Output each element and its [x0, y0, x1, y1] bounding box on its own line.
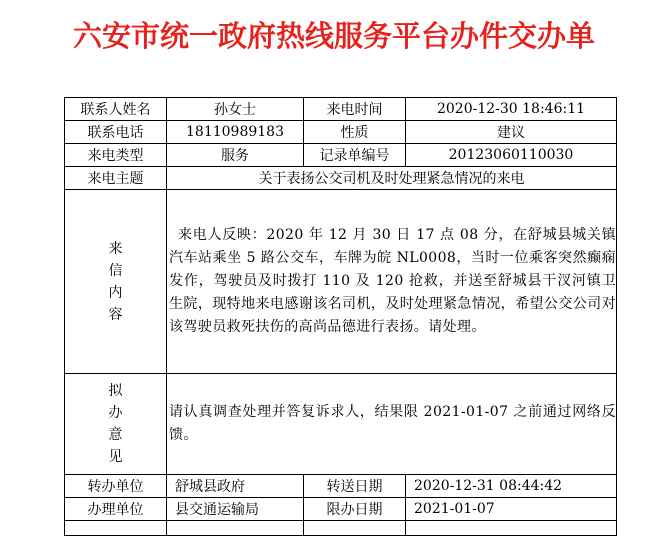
nature-value: 建议: [406, 121, 617, 144]
subject-value: 关于表扬公交司机及时处理紧急情况的来电: [167, 167, 617, 190]
opinion-label: [65, 374, 167, 475]
opinion-text: 请认真调查处理并答复诉求人，结果限 2021-01-07 之前通过网络反馈。: [167, 374, 617, 475]
transfer-date-label: 转送日期: [304, 475, 406, 498]
caller-name-value: 孙女士: [167, 98, 304, 121]
trailing-cell: [406, 521, 617, 536]
content-label: [65, 190, 167, 374]
record-no-label: 记录单编号: [304, 144, 406, 167]
deadline-value: 2021-01-07: [406, 498, 617, 521]
opinion-label-char: 办: [108, 405, 123, 421]
transfer-unit-label: 转办单位: [65, 475, 167, 498]
content-label-char: 信: [108, 262, 123, 279]
call-time-value: 2020-12-30 18:46:11: [406, 98, 617, 121]
row-content: [65, 190, 617, 374]
handover-form-table: [64, 97, 617, 536]
phone-label: 联系电话: [65, 121, 167, 144]
row-call-type: [65, 144, 617, 167]
row-trailing: [65, 521, 617, 536]
transfer-unit-value: 舒城县政府: [167, 475, 304, 498]
record-no-value: 20123060110030: [406, 144, 617, 167]
opinion-label-char: 见: [108, 449, 123, 465]
trailing-cell: [167, 521, 304, 536]
row-handling: [65, 498, 617, 521]
call-type-label: 来电类型: [65, 144, 167, 167]
phone-value: 18110989183: [167, 121, 304, 144]
trailing-cell: [304, 521, 406, 536]
content-label-char: 来: [108, 240, 123, 257]
content-label-char: 容: [108, 306, 123, 323]
handling-unit-label: 办理单位: [65, 498, 167, 521]
row-subject: [65, 167, 617, 190]
caller-name-label: 联系人姓名: [65, 98, 167, 121]
subject-label: 来电主题: [65, 167, 167, 190]
document-title: 六安市统一政府热线服务平台办件交办单: [72, 19, 595, 53]
opinion-label-char: 意: [108, 427, 123, 443]
content-text: 来电人反映：2020 年 12 月 30 日 17 点 08 分，在舒城县城关镇汽车站乘坐 5 路公交车，车牌为皖 NL0008，当时一位乘客突然癫痫发作，驾驶员及时拨打 110 及 120 抢救，并送至舒城县干汊河镇卫生院，现特地来电感谢该名司机，及时处理紧急情况，希望公交公司对该驾驶员救死扶伤的高尚品德进行表扬。请处理。: [167, 190, 617, 374]
row-opinion: [65, 374, 617, 475]
opinion-label-char: 拟: [108, 383, 123, 399]
content-label-char: 内: [108, 284, 123, 301]
call-type-value: 服务: [167, 144, 304, 167]
call-time-label: 来电时间: [304, 98, 406, 121]
deadline-label: 限办日期: [304, 498, 406, 521]
nature-label: 性质: [304, 121, 406, 144]
row-caller: [65, 98, 617, 121]
row-transfer: [65, 475, 617, 498]
handling-unit-value: 县交通运输局: [167, 498, 304, 521]
transfer-date-value: 2020-12-31 08:44:42: [406, 475, 617, 498]
trailing-cell: [65, 521, 167, 536]
row-phone: [65, 121, 617, 144]
